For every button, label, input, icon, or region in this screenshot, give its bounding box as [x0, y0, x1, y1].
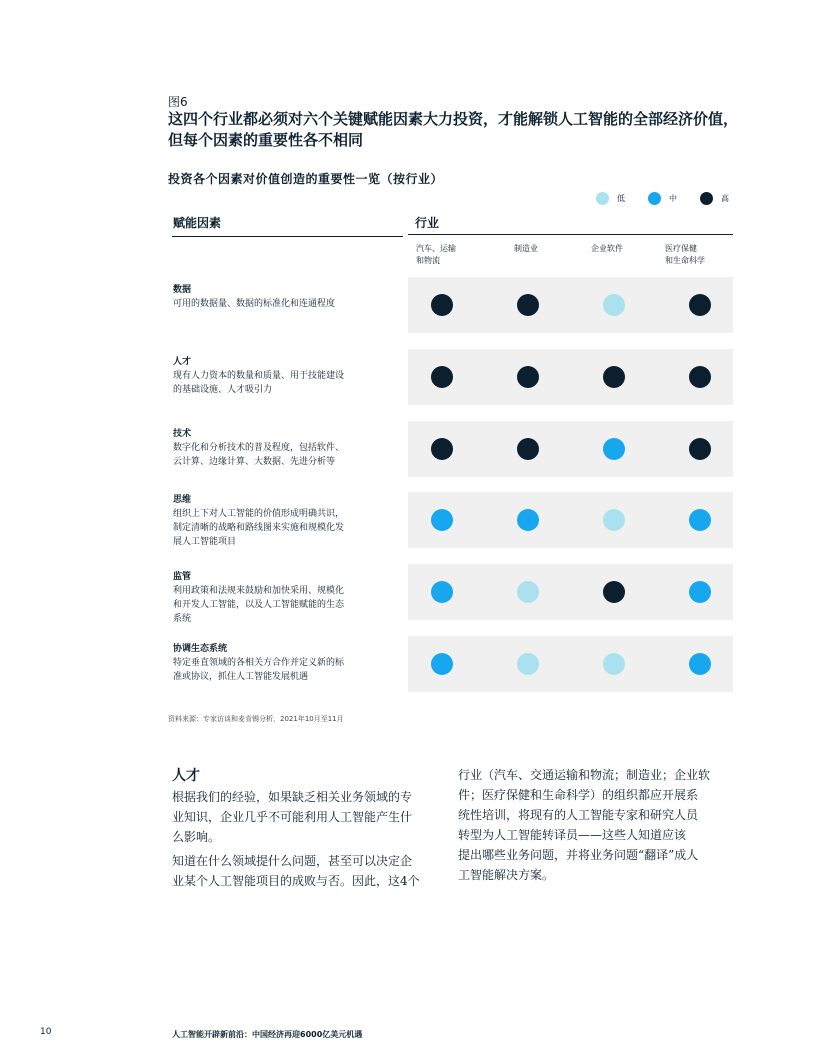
text-line: 转型为人工智能转译员——这些人知道应该 [458, 828, 687, 842]
table-row-background [408, 492, 733, 548]
text-line: 工智能解决方案。 [458, 868, 555, 882]
factor-description-line: 利用政策和法规来鼓励和加快采用、规模化 [173, 586, 345, 596]
text-line: 业某个人工智能项目的成败与否。因此，这4个 [172, 874, 420, 888]
factor-name: 协调生态系统 [173, 644, 228, 654]
section-heading: 人才 [172, 768, 200, 784]
text-line: 知道在什么领域提什么问题，甚至可以决定企 [172, 854, 413, 868]
chart-subtitle: 投资各个因素对价值创造的重要性一览（按行业） [168, 172, 444, 186]
factor-description [173, 642, 403, 684]
importance-dot [431, 653, 453, 675]
column-header-auto [416, 243, 456, 267]
text-line: 行业（汽车、交通运输和物流；制造业；企业软 [458, 768, 711, 782]
importance-dot [431, 366, 453, 388]
text-line: 么影响。 [172, 830, 221, 844]
column-header-manufacturing [514, 243, 538, 255]
importance-dot [517, 653, 539, 675]
column-header-healthcare [665, 243, 705, 267]
factor-description-line: 云计算、边缘计算、大数据、先进分析等 [173, 457, 336, 467]
text-line: 统性培训，将现有的人工智能专家和研究人员 [458, 808, 699, 822]
factor-description-line: 准或协议，抓住人工智能发展机遇 [173, 672, 309, 682]
column-header-line: 企业软件 [591, 244, 623, 253]
importance-dot [603, 581, 625, 603]
factor-description-line: 特定垂直领域的各相关方合作并定义新的标 [173, 658, 345, 668]
legend-dot-medium [648, 192, 661, 205]
importance-dot [517, 438, 539, 460]
importance-dot [431, 438, 453, 460]
text-line: 件；医疗保健和生命科学）的组织都应开展系 [458, 788, 699, 802]
factor-description-line: 展人工智能项目 [173, 537, 237, 547]
table-row-background [408, 349, 733, 405]
column-header-line: 医疗保健 [665, 244, 697, 253]
factor-description-line: 数字化和分析技术的普及程度，包括软件、 [173, 443, 345, 453]
body-paragraph [172, 787, 444, 847]
legend-dot-low [596, 192, 609, 205]
column-header-software [591, 243, 623, 255]
text-line: 提出哪些业务问题，并将业务问题“翻译”成人 [458, 848, 699, 862]
importance-dot [603, 438, 625, 460]
importance-dot [431, 581, 453, 603]
importance-dot [689, 509, 711, 531]
legend-item-medium [648, 192, 677, 205]
factor-description [173, 493, 403, 549]
factor-description-line: 系统 [173, 614, 192, 624]
header-rule-right [408, 234, 733, 235]
column-header-line: 制造业 [514, 244, 538, 253]
legend-label-high: 高 [721, 194, 729, 203]
importance-dot [689, 366, 711, 388]
factor-description [173, 283, 403, 311]
importance-dot [517, 366, 539, 388]
legend [596, 192, 746, 206]
factor-name: 数据 [173, 285, 192, 295]
column-header-line: 汽车、运输 [416, 244, 456, 253]
legend-label-low: 低 [617, 194, 625, 203]
importance-dot [517, 581, 539, 603]
importance-dot [689, 438, 711, 460]
legend-item-low [596, 192, 625, 205]
importance-dot [689, 653, 711, 675]
importance-dot [517, 509, 539, 531]
factor-description-line: 的基础设施、人才吸引力 [173, 385, 273, 395]
factor-description-line: 制定清晰的战略和路线图来实施和规模化发 [173, 523, 345, 533]
page-number: 10 [40, 1027, 52, 1037]
factor-description-line: 可用的数据量、数据的标准化和连通程度 [173, 299, 336, 309]
table-row-background [408, 564, 733, 620]
factor-description [173, 570, 403, 626]
header-rule-left [172, 236, 403, 237]
factor-name: 监管 [173, 572, 192, 582]
importance-dot [431, 509, 453, 531]
importance-dot [603, 294, 625, 316]
importance-dot [517, 294, 539, 316]
body-paragraph [458, 765, 743, 885]
body-paragraph [172, 851, 444, 891]
factor-name: 技术 [173, 429, 192, 439]
industry-column-header: 行业 [415, 216, 440, 230]
legend-dot-high [700, 192, 713, 205]
importance-dot [603, 366, 625, 388]
legend-item-high [700, 192, 729, 205]
text-line: 业知识，企业几乎不可能利用人工智能产生什 [172, 810, 413, 824]
figure-title: 这四个行业都必须对六个关键赋能因素大力投资，才能解锁人工智能的全部经济价值，但每个因素的重要性各不相同 [168, 110, 739, 149]
factor-description-line: 组织上下对人工智能的价值形成明确共识， [173, 509, 345, 519]
factor-description [173, 355, 403, 397]
factor-column-header: 赋能因素 [173, 216, 222, 230]
importance-dot [603, 653, 625, 675]
importance-dot [689, 294, 711, 316]
text-line: 根据我们的经验，如果缺乏相关业务领域的专 [172, 790, 413, 804]
footer-title: 人工智能开辟新前沿：中国经济再迎6000亿美元机遇 [172, 1030, 363, 1039]
column-header-line: 和生命科学 [665, 256, 705, 265]
legend-label-medium: 中 [669, 194, 677, 203]
column-header-line: 和物流 [416, 256, 440, 265]
importance-dot [603, 509, 625, 531]
table-row-background [408, 277, 733, 333]
table-row-background [408, 636, 733, 692]
importance-dot [689, 581, 711, 603]
factor-description [173, 427, 403, 469]
factor-description-line: 和开发人工智能，以及人工智能赋能的生态 [173, 600, 345, 610]
figure-label: 图6 [168, 95, 188, 109]
table-row-background [408, 421, 733, 477]
source-note: 资料来源：专家访谈和麦肯锡分析，2021年10月至11月 [168, 715, 344, 723]
factor-name: 人才 [173, 357, 192, 367]
importance-dot [431, 294, 453, 316]
factor-name: 思维 [173, 495, 192, 505]
factor-description-line: 现有人力资本的数量和质量、用于技能建设 [173, 371, 345, 381]
